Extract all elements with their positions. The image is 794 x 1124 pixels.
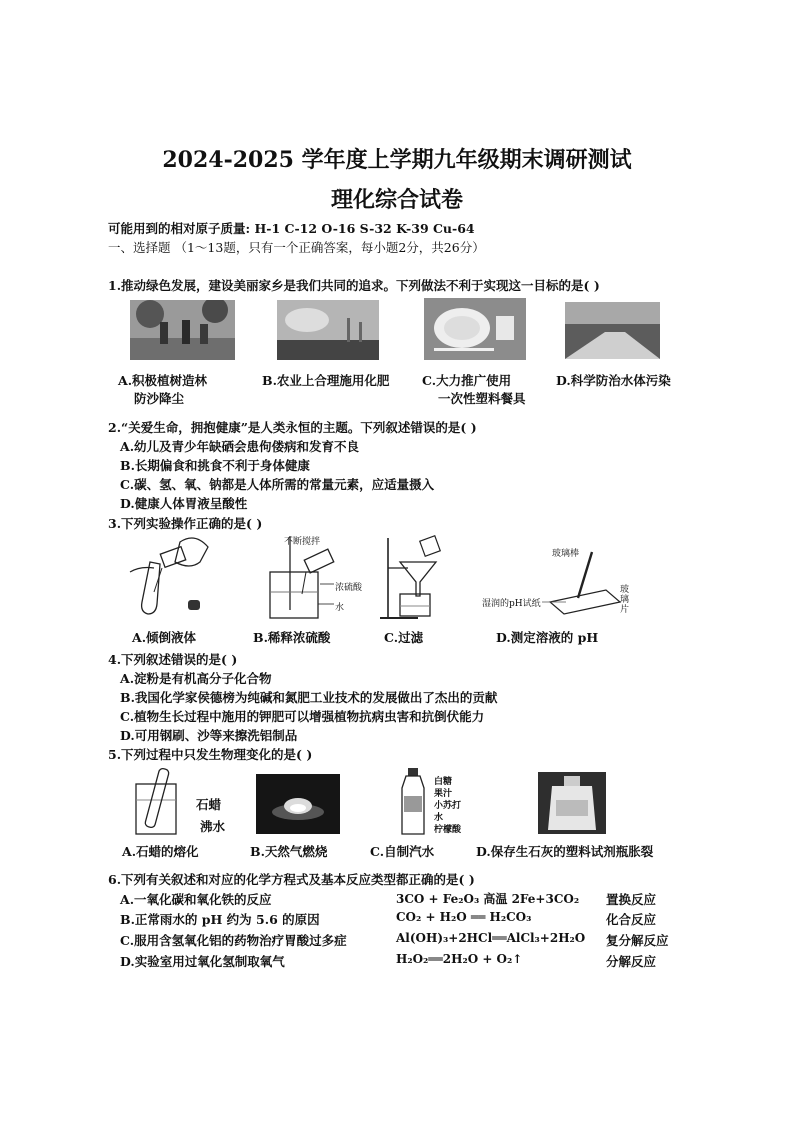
label-glass-3: 片 xyxy=(620,605,630,615)
q6-row-a-type: 置换反应 xyxy=(606,892,657,907)
q1-option-c: C.大力推广使用 xyxy=(422,373,512,388)
pouring-liquid-diagram xyxy=(120,532,220,622)
q1-option-a-cont: 防沙降尘 xyxy=(134,391,185,406)
wax-melting-diagram xyxy=(130,766,200,838)
q6-row-a-equation: 3CO + Fe₂O₃ 高温 2Fe+3CO₂ xyxy=(396,892,580,906)
label-juice: 果汁 xyxy=(434,789,453,799)
label-glass-2: 璃 xyxy=(620,595,630,605)
q6-row-d-type: 分解反应 xyxy=(606,954,657,969)
soda-bottle-diagram xyxy=(394,766,434,838)
q6-row-b-type: 化合反应 xyxy=(606,912,657,927)
q6-stem: 6.下列有关叙述和对应的化学方程式及基本反应类型都正确的是( ) xyxy=(108,872,475,887)
q3-option-d: D.测定溶液的 pH xyxy=(496,630,599,645)
label-boiling-water: 沸水 xyxy=(200,819,226,834)
label-glass-rod: 玻璃棒 xyxy=(552,549,580,559)
gas-flame-image xyxy=(256,774,340,834)
label-wax: 石蜡 xyxy=(196,797,222,812)
q6-row-b-desc: B.正常雨水的 pH 约为 5.6 的原因 xyxy=(120,912,320,927)
q5-option-d: D.保存生石灰的塑料试剂瓶胀裂 xyxy=(476,844,654,859)
q5-option-a: A.石蜡的熔化 xyxy=(122,844,199,859)
q3-option-c: C.过滤 xyxy=(384,630,424,645)
q1-photo-a xyxy=(130,300,235,360)
q5-stem: 5.下列过程中只发生物理变化的是( ) xyxy=(108,747,313,762)
label-bottle-water: 水 xyxy=(434,813,444,823)
label-baking-soda: 小苏打 xyxy=(434,801,462,811)
q6-row-d-desc: D.实验室用过氧化氢制取氧气 xyxy=(120,954,285,969)
q6-row-b-equation: CO₂ + H₂O ══ H₂CO₃ xyxy=(396,910,532,924)
q4-option-a: A.淀粉是有机高分子化合物 xyxy=(120,671,272,686)
label-stir: 不断搅拌 xyxy=(284,537,321,547)
q5-option-c: C.自制汽水 xyxy=(370,844,435,859)
atomic-masses: 可能用到的相对原子质量: H-1 C-12 O-16 S-32 K-39 Cu-64 xyxy=(108,221,475,236)
q1-option-b: B.农业上合理施用化肥 xyxy=(262,373,390,388)
label-ph-paper: 湿润的pH试纸 xyxy=(482,599,541,609)
q6-row-c-equation: Al(OH)₃+2HCl══AlCl₃+2H₂O xyxy=(396,931,586,945)
q5-photo-b xyxy=(256,774,340,834)
q4-option-c: C.植物生长过程中施用的钾肥可以增强植物抗病虫害和抗倒伏能力 xyxy=(120,709,485,724)
river-image xyxy=(565,302,660,359)
label-water: 水 xyxy=(335,603,345,613)
label-sugar: 白糖 xyxy=(434,777,453,787)
exam-subtitle: 理化综合试卷 xyxy=(330,187,463,213)
exam-title: 2024-2025 学年度上学期九年级期末调研测试 xyxy=(162,147,632,173)
q2-option-d: D.健康人体胃液呈酸性 xyxy=(120,496,248,511)
q4-stem: 4.下列叙述错误的是( ) xyxy=(108,652,238,667)
q2-option-b: B.长期偏食和挑食不利于身体健康 xyxy=(120,458,310,473)
q1-photo-d xyxy=(565,302,660,359)
label-citric-acid: 柠檬酸 xyxy=(434,825,462,835)
q1-photo-b xyxy=(277,300,379,360)
q5-photo-d xyxy=(538,772,606,834)
q3-stem: 3.下列实验操作正确的是( ) xyxy=(108,516,263,531)
q6-row-d-equation: H₂O₂══2H₂O + O₂↑ xyxy=(396,952,523,966)
filtration-diagram xyxy=(378,532,458,624)
reagent-bottle-image xyxy=(538,772,606,834)
q2-option-a: A.幼儿及青少年缺硒会患佝偻病和发育不良 xyxy=(120,439,360,454)
q5-option-b: B.天然气燃烧 xyxy=(250,844,328,859)
section-heading: 一、选择题 （1～13题，只有一个正确答案，每小题2分，共26分） xyxy=(108,240,485,255)
q4-option-d: D.可用钢刷、沙等来擦洗铝制品 xyxy=(120,728,298,743)
q3-option-b: B.稀释浓硫酸 xyxy=(253,630,331,645)
label-glass-1: 玻 xyxy=(620,585,630,595)
q4-option-b: B.我国化学家侯德榜为纯碱和氮肥工业技术的发展做出了杰出的贡献 xyxy=(120,690,498,705)
tree-planting-image xyxy=(130,300,235,360)
q1-stem: 1.推动绿色发展，建设美丽家乡是我们共同的追求。下列做法不利于实现这一目标的是( ) xyxy=(108,278,600,293)
q6-row-c-type: 复分解反应 xyxy=(606,933,669,948)
q2-option-c: C.碳、氢、氧、钠都是人体所需的常量元素，应适量摄入 xyxy=(120,477,435,492)
q1-option-d: D.科学防治水体污染 xyxy=(556,373,671,388)
q1-option-a: A.积极植树造林 xyxy=(118,373,208,388)
q6-row-a-desc: A.一氧化碳和氧化铁的反应 xyxy=(120,892,272,907)
fertilizer-image xyxy=(277,300,379,360)
q1-option-c-cont: 一次性塑料餐具 xyxy=(438,391,526,406)
label-conc-acid: 浓硫酸 xyxy=(335,583,363,593)
plastic-tableware-image xyxy=(424,298,526,360)
q6-row-c-desc: C.服用含氢氧化铝的药物治疗胃酸过多症 xyxy=(120,933,347,948)
q3-option-a: A.倾倒液体 xyxy=(132,630,197,645)
q1-photo-c xyxy=(424,298,526,360)
q2-stem: 2.“关爱生命，拥抱健康”是人类永恒的主题。下列叙述错误的是( ) xyxy=(108,420,477,435)
